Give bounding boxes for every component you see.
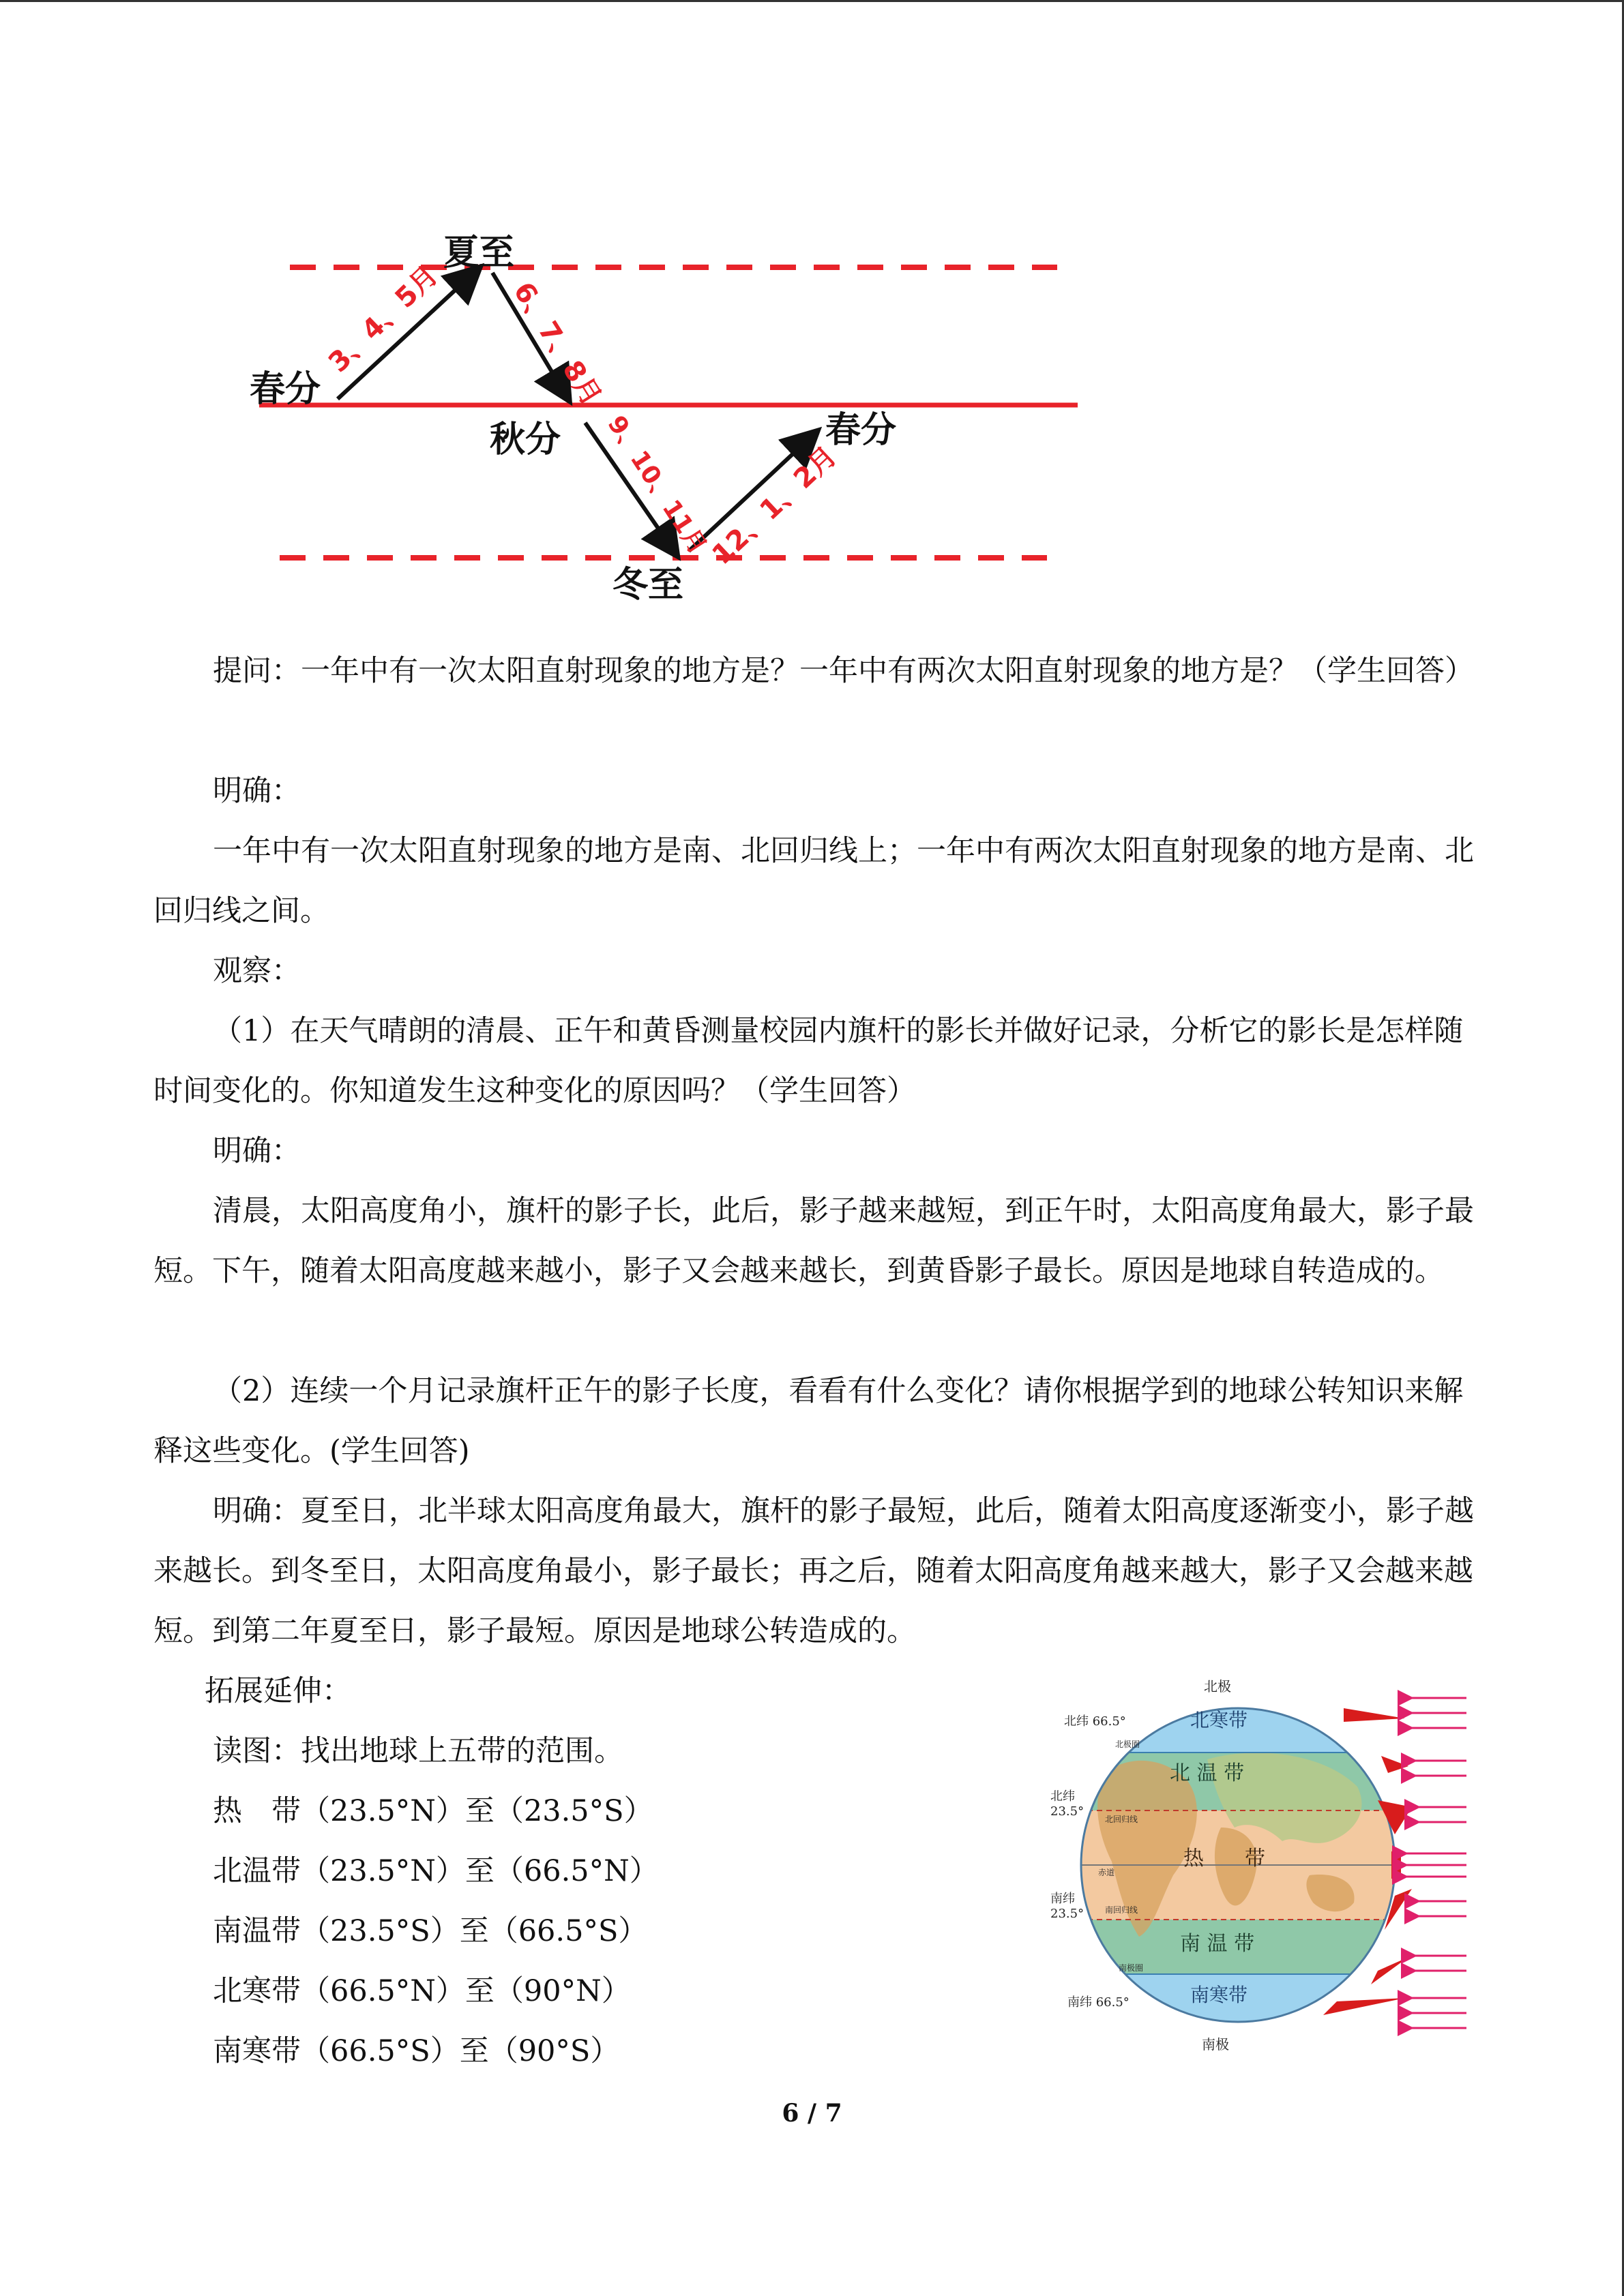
sun-angle-wedge: [1391, 1851, 1401, 1879]
paragraph-answer-2: 清晨，太阳高度角小，旗杆的影子长，此后，影子越来越短，到正午时，太阳高度角最大，影子最短。下午，随着太阳高度越来越小，影子又会越来越长，到黄昏影子最长。原因是地球自转造成的。: [153, 1194, 1474, 1288]
paragraph-observe: 观察：: [213, 954, 301, 988]
label-north-pole: 北极: [1204, 1678, 1231, 1695]
zone-south-frigid: 南寒带（66.5°S）至（90°S）: [213, 2034, 620, 2068]
month-label-1212: 12、1、2月: [706, 440, 844, 571]
sun-angle-wedge: [1344, 1708, 1405, 1722]
label-south-temperate: 南 温 带: [1180, 1932, 1255, 1956]
label-lat-s665: 南纬 66.5°: [1067, 1995, 1130, 2010]
label-dongzhi: 冬至: [612, 565, 684, 606]
page-number: 6 / 7: [782, 2099, 842, 2128]
paragraph-read-map: 读图：找出地球上五带的范围。: [213, 1734, 623, 1768]
sun-angle-wedge: [1371, 1957, 1408, 1984]
sun-angle-wedge: [1323, 1998, 1405, 2015]
label-lat-n235-a: 北纬: [1050, 1789, 1075, 1804]
paragraph-answer-3: 明确：夏至日，北半球太阳高度角最大，旗杆的影子最短，此后，随着太阳高度逐渐变小，影子越来越长。到冬至日，太阳高度角最小，影子最长；再之后，随着太阳高度角越来越大，影子又会越来越短。到第二年夏至日，影子最短。原因是地球公转造成的。: [153, 1494, 1474, 1648]
label-tropic: 热 带: [1183, 1847, 1265, 1870]
label-equator: 赤道: [1098, 1868, 1115, 1877]
label-tropic-cancer: 北回归线: [1105, 1815, 1138, 1824]
zone-south-temperate: 南温带（23.5°S）至（66.5°S）: [213, 1914, 648, 1948]
label-lat-s235-a: 南纬: [1050, 1892, 1075, 1906]
sun-angle-wedge: [1381, 1756, 1408, 1773]
month-label-678: 6、7、8月: [507, 276, 608, 411]
label-chunfen-right: 春分: [825, 410, 897, 451]
label-north-frigid: 北寒带: [1190, 1709, 1248, 1731]
label-lat-s235-b: 23.5°: [1050, 1907, 1084, 1921]
paragraph-extension: 拓展延伸：: [205, 1674, 351, 1708]
paragraph-mingque-1: 明确：: [213, 774, 301, 808]
label-south-frigid: 南寒带: [1190, 1984, 1248, 2006]
zone-tropic: 热 带（23.5°N）至（23.5°S）: [213, 1794, 653, 1828]
label-lat-n235-b: 23.5°: [1050, 1804, 1084, 1819]
paragraph-task-1: （1）在天气晴朗的清晨、正午和黄昏测量校园内旗杆的影长并做好记录，分析它的影长是怎样随时间变化的。你知道发生这种变化的原因吗？（学生回答）: [153, 1014, 1464, 1108]
label-qiufen: 秋分: [490, 419, 561, 460]
five-zones-globe-diagram: [1050, 1671, 1473, 2053]
label-south-pole: 南极: [1202, 2036, 1229, 2053]
label-lat-n665: 北纬 66.5°: [1064, 1714, 1126, 1729]
sun-rays: [1406, 1698, 1466, 2028]
zone-north-temperate: 北温带（23.5°N）至（66.5°N）: [213, 1854, 659, 1888]
paragraph-mingque-2: 明确：: [213, 1134, 301, 1168]
month-label-91011: 9、10、11月: [602, 411, 712, 560]
label-north-temperate: 北 温 带: [1170, 1761, 1245, 1785]
label-chunfen-left: 春分: [250, 369, 321, 410]
paragraph-question: 提问：一年中有一次太阳直射现象的地方是？一年中有两次太阳直射现象的地方是？（学生回答）: [213, 654, 1474, 688]
label-arctic-circle: 北极圈: [1115, 1740, 1140, 1749]
month-label-345: 3、4、5月: [322, 259, 445, 379]
label-antarctic-circle: 南极圈: [1119, 1963, 1144, 1973]
paragraph-task-2: （2）连续一个月记录旗杆正午的影子长度，看看有什么变化？请你根据学到的地球公转知识来解释这些变化。(学生回答): [153, 1374, 1464, 1468]
sun-path-diagram: [246, 225, 1091, 621]
paragraph-answer-1: 一年中有一次太阳直射现象的地方是南、北回归线上；一年中有两次太阳直射现象的地方是南、北回归线之间。: [153, 834, 1474, 928]
label-tropic-capricorn: 南回归线: [1105, 1905, 1138, 1915]
label-xiazhi: 夏至: [443, 233, 515, 273]
zone-north-frigid: 北寒带（66.5°N）至（90°N）: [213, 1974, 631, 2008]
